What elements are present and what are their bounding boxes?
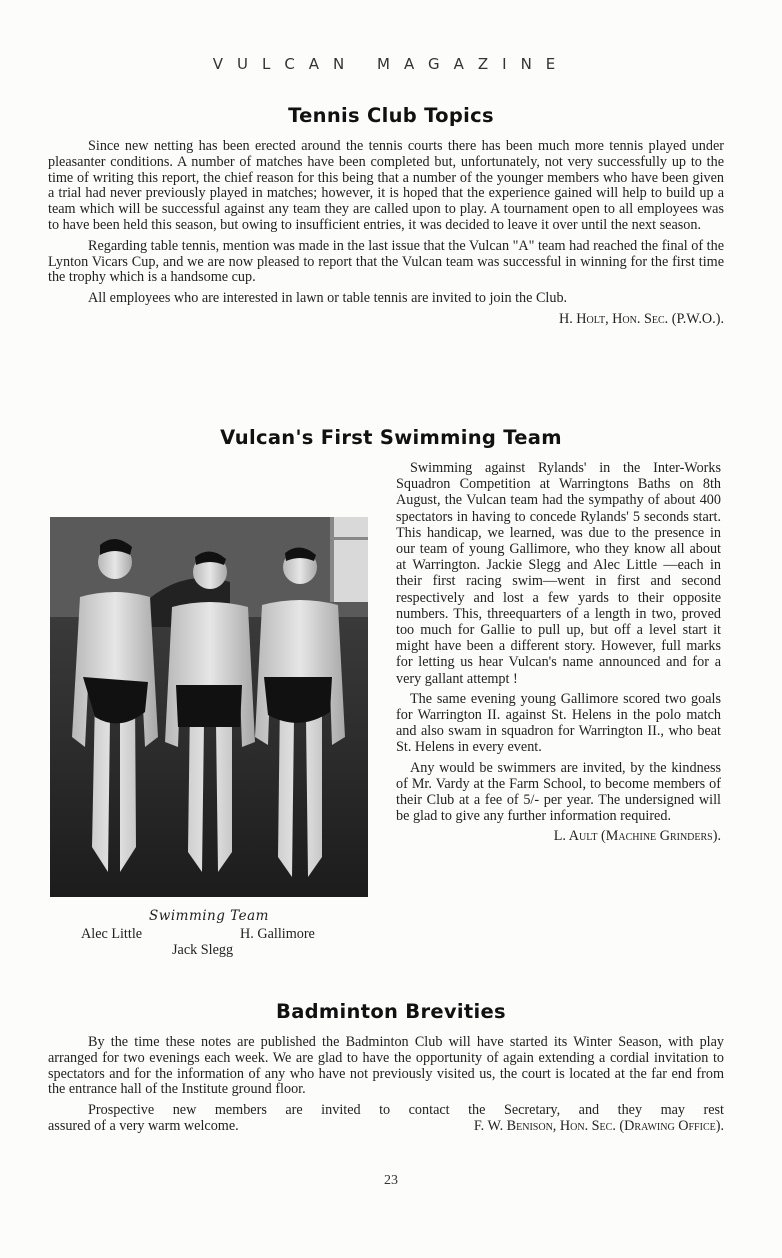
- tennis-paragraph: All employees who are interested in lawn or table tennis are invited to join the Club.: [88, 290, 568, 307]
- tennis-paragraph: Since new netting has been erected around the tennis courts there has been much more tennis played under pleasanter conditions. A number of matches have been completed but, unfortunately, not very successfully up to the time of writing this report, the chief reason for this being that a number of the younger members who have been given a trial had never previously played in matches; however, it is hoped that the experience gained will help to build up a team which will be successful against any team they are called upon to play. A tournament open to all employees was to have been held this season, but owing to insufficient entries, it was decided to leave it over until the next season.: [48, 138, 724, 233]
- tennis-paragraph: Regarding table tennis, mention was made in the last issue that the Vulcan "A" team had reached the final of the Lynton Vicars Cup, and we are now pleased to report that the Vulcan team was successful in winning for the first time the trophy which is a handsome cup.: [48, 237, 724, 286]
- caption-name: Jack Slegg: [172, 942, 234, 958]
- badminton-closing-line: [48, 1119, 724, 1135]
- caption-name: H. Gallimore: [240, 926, 315, 942]
- caption-name: Alec Little: [81, 926, 143, 942]
- swimming-article: [396, 460, 721, 845]
- caption-title: Swimming Team: [149, 908, 269, 924]
- swimming-signature: L. Ault (Machine Grinders).: [553, 828, 721, 845]
- badminton-paragraph: Prospective new members are invited to contact the Secretary, and they may rest: [88, 1102, 724, 1119]
- badminton-signature: F. W. Benison, Hon. Sec. (Drawing Office).: [473, 1117, 724, 1134]
- swimming-paragraph: Any would be swimmers are invited, by the kindness of Mr. Vardy at the Farm School, to become members of their Club at a fee of 5/- per year. The undersigned will be glad to give any further information required.: [396, 759, 721, 825]
- swimming-team-photo: [50, 517, 368, 897]
- page-number: 23: [384, 1173, 398, 1188]
- badminton-article: [48, 1035, 724, 1135]
- badminton-headline: Badminton Brevities: [276, 1000, 506, 1023]
- swimming-paragraph: Swimming against Rylands' in the Inter-Works Squadron Competition at Warringtons Baths on 8th August, the Vulcan team had the sympathy of about 400 spectators in having to concede Rylands' 5 seconds start. This handicap, we learned, was due to the presence in our team of young Gallimore, who they know all about at Warrington. Jackie Slegg and Alec Little —each in their first racing swim—went in first and second respectively and lost a few yards to their opposite numbers. This, threequarters of a length in two, proved too much for Gallie to pull up, but off a level start it might have been a different story. However, full marks for letting us hear Vulcan's name announced and for a very gallant attempt !: [396, 460, 721, 687]
- badminton-last-line: assured of a very warm welcome.: [48, 1117, 239, 1134]
- badminton-paragraph: By the time these notes are published the Badminton Club will have started its Winter Season, with play arranged for two evenings each week. We are glad to have the opportunity of again extending a cordial invitation to spectators and for the information of any who have not previously visited us, the court is located at the far end from the entrance hall of the Institute ground floor.: [48, 1034, 724, 1098]
- swimming-paragraph: The same evening young Gallimore scored two goals for Warrington II. against St. Helens in the polo match and also swam in squadron for Warrington II., who beat St. Helens in every event.: [396, 690, 721, 756]
- tennis-signature: H. Holt, Hon. Sec. (P.W.O.).: [558, 310, 724, 327]
- caption-names: [50, 926, 368, 962]
- swimming-headline: Vulcan's First Swimming Team: [220, 426, 562, 449]
- tennis-article: [48, 139, 724, 328]
- magazine-masthead: VULCAN MAGAZINE: [212, 55, 570, 73]
- swimmers-photograph-icon: [50, 517, 368, 897]
- photo-caption: [50, 908, 368, 962]
- tennis-headline: Tennis Club Topics: [288, 104, 494, 127]
